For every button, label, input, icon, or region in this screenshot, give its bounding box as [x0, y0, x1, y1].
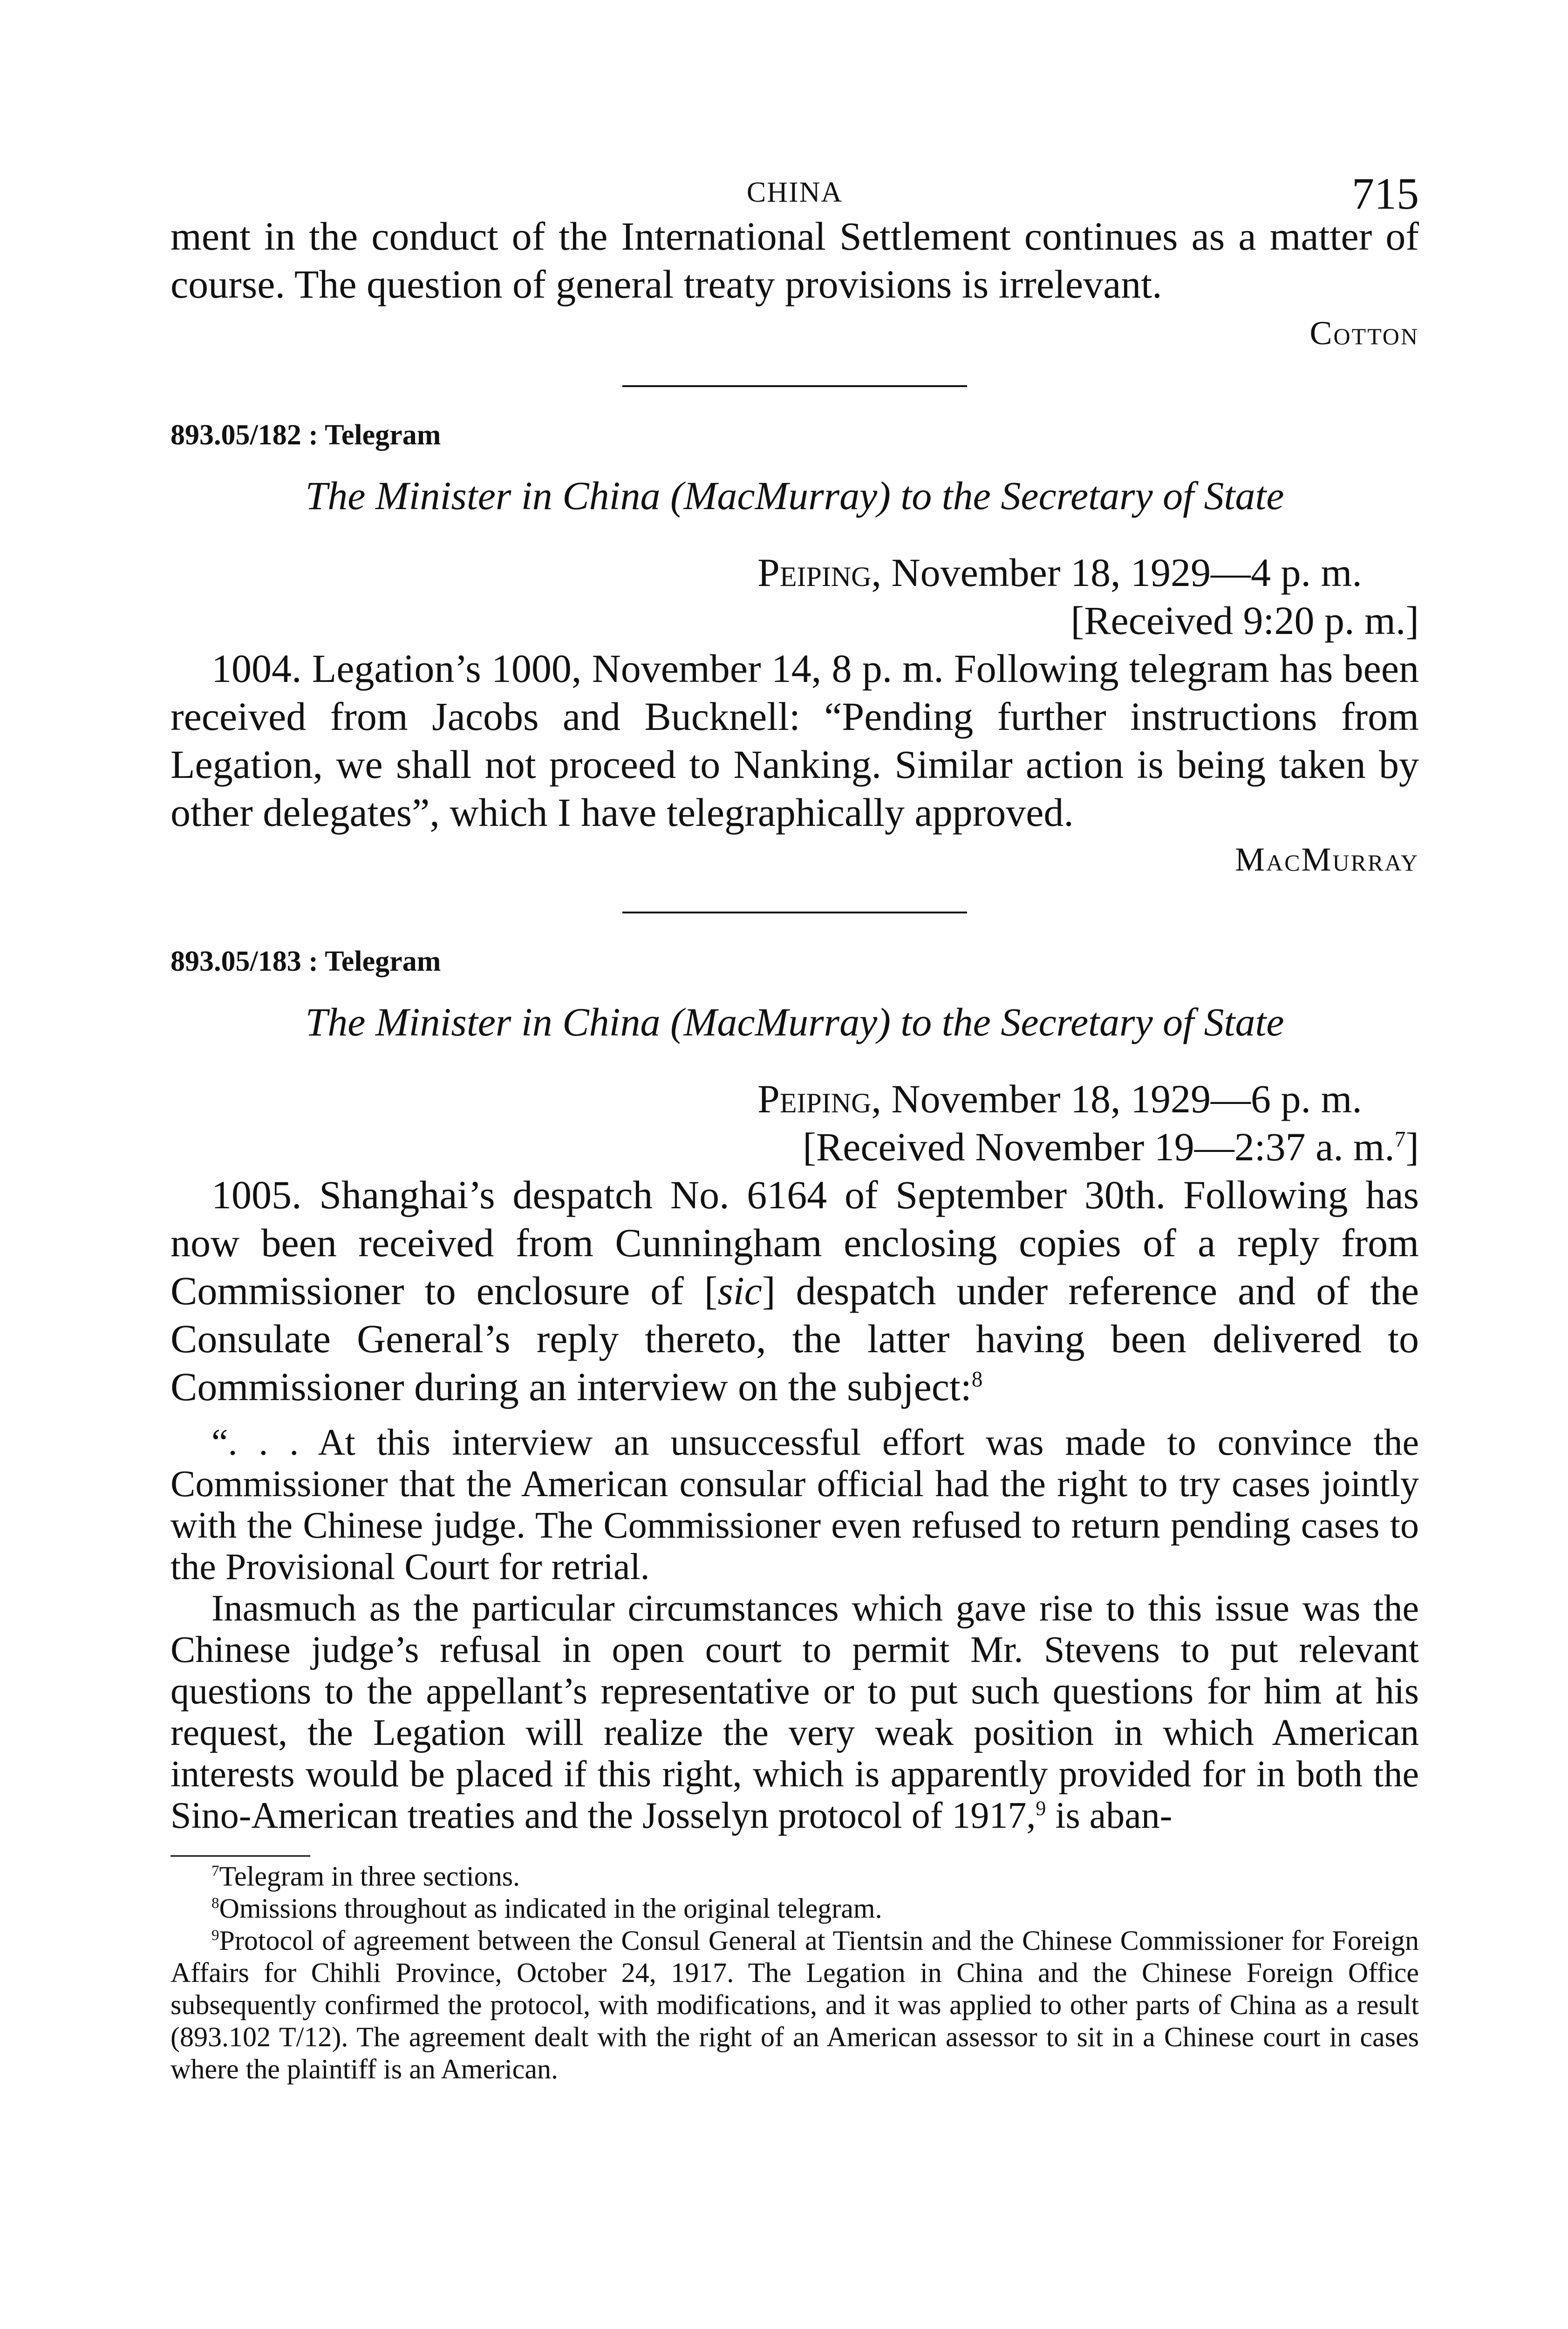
- footnote-ref-8: 8: [971, 1367, 983, 1392]
- dateline-date: November 18, 1929—6 p. m.: [891, 1076, 1362, 1121]
- body-text-start: 1005. Shanghai’s despatch No. 6164 of September 30th. Following has now been received from Cunningham enclosing copies of a reply from Commissioner to enclosure of [: [170, 1172, 1419, 1313]
- footnote-ref-7: 7: [1394, 1127, 1406, 1152]
- footnotes: [170, 1855, 1419, 2085]
- received-text: [Received November 19—2:37 a. m.: [803, 1124, 1395, 1169]
- file-reference: 893.05/182 : Telegram: [170, 419, 441, 451]
- signature-cotton: Cotton: [1309, 314, 1419, 352]
- dateline-date: November 18, 1929—4 p. m.: [891, 550, 1362, 595]
- dateline-place: Peiping,: [757, 550, 881, 595]
- received-close: ]: [1405, 1124, 1419, 1169]
- telegram-body: [170, 1171, 1419, 1411]
- dateline: [170, 1075, 1419, 1123]
- sic-mark: sic: [717, 1268, 762, 1313]
- dateline-place: Peiping,: [757, 1076, 881, 1121]
- received-note: [170, 1123, 1419, 1171]
- continuation-paragraph: ment in the conduct of the International Settlement continues as a matter of course. The question of general treaty provisions is irrelevant.: [170, 214, 1419, 306]
- footnote-mark: 9: [211, 1927, 219, 1944]
- footnote-9: [170, 1925, 1419, 2085]
- telegram-body: 1004. Legation’s 1000, November 14, 8 p. m. Following telegram has been received from Jacobs and Bucknell: “Pending further instructions from Legation, we shall not proceed to Nanking. Similar action is being taken by other delegates”, which I have telegraphically approved.: [170, 646, 1419, 835]
- quote-text-end: is aban-: [1046, 1795, 1173, 1836]
- document-heading: The Minister in China (MacMurray) to the Secretary of State: [305, 473, 1284, 518]
- body-text-end: ] despatch under reference and of the Consulate General’s reply thereto, the latter having been delivered to Commissioner during an interview on the subject:: [170, 1268, 1419, 1409]
- running-title: CHINA: [746, 177, 843, 208]
- received-note: [Received 9:20 p. m.]: [1070, 598, 1419, 643]
- quote-text-start: Inasmuch as the particular circumstances which gave rise to this issue was the Chinese judge’s refusal in open court to permit Mr. Stevens to put relevant questions to the appellant’s representative or to put such questions for him at his request, the Legation will realize the very weak position in which American interests would be placed if this right, which is apparently provided for in both the Sino-American treaties and the Josselyn protocol of 1917,: [170, 1588, 1419, 1836]
- footnote-mark: 8: [211, 1895, 219, 1912]
- section-divider: [622, 385, 967, 387]
- file-reference: 893.05/183 : Telegram: [170, 946, 441, 977]
- dateline: [170, 549, 1419, 597]
- section-divider: [622, 912, 967, 913]
- page-number: 715: [1352, 169, 1419, 218]
- footnote-7: [170, 1860, 1419, 1893]
- footnote-mark: 7: [211, 1863, 219, 1880]
- document-page: [170, 168, 1419, 2085]
- running-header: [170, 168, 1419, 219]
- footnote-text: Protocol of agreement between the Consul General at Tientsin and the Chinese Commissioner for Foreign Affairs for Chihli Province, October 24, 1917. The Legation in China and the Chinese Foreign Office subsequently confirmed the protocol, with modifications, and it was applied to other parts of China as a result (893.102 T/12). The agreement dealt with the right of an American assessor to sit in a Chinese court in cases where the plaintiff is an American.: [170, 1925, 1419, 2084]
- footnote-8: [170, 1893, 1419, 1925]
- signature-macmurray: MacMurray: [1235, 841, 1419, 878]
- quoted-paragraph-1: “. . . At this interview an unsuccessful effort was made to convince the Commissioner that the American consular official had the right to try cases jointly with the Chinese judge. The Commissioner even refused to return pending cases to the Provisional Court for retrial.: [170, 1422, 1419, 1587]
- quoted-paragraph-2: [170, 1588, 1419, 1837]
- footnote-text: Omissions throughout as indicated in the original telegram.: [219, 1893, 882, 1924]
- footnote-ref-9: 9: [1036, 1797, 1046, 1820]
- document-heading: The Minister in China (MacMurray) to the Secretary of State: [305, 1000, 1284, 1044]
- footnote-text: Telegram in three sections.: [219, 1861, 520, 1892]
- footnote-divider: [170, 1855, 310, 1857]
